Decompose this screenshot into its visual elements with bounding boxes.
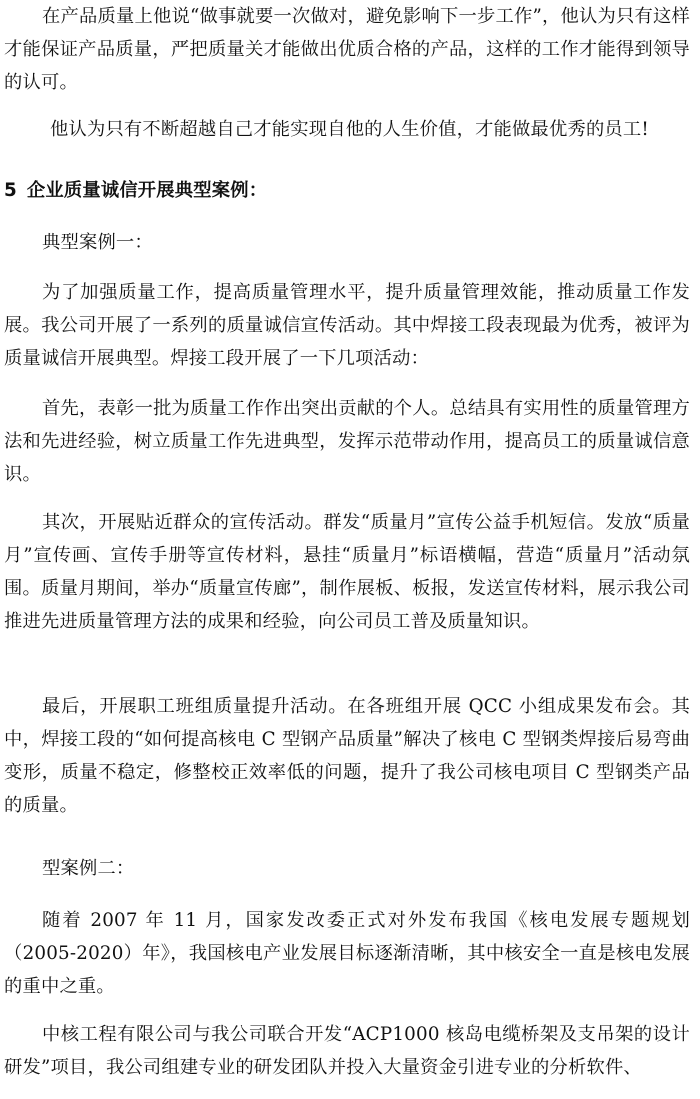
section-number: 5	[4, 180, 17, 201]
section-title: 企业质量诚信开展典型案例：	[26, 180, 268, 201]
paragraph-first-activity: 首先，表彰一批为质量工作作出突出贡献的个人。总结具有实用性的质量管理方法和先进经验，树立质量工作先进典型，发挥示范带动作用，提高员工的质量诚信意识。	[4, 398, 690, 485]
case-one-label: 典型案例一：	[42, 232, 153, 253]
section-heading	[4, 174, 690, 207]
paragraph-acp1000-project: 中核工程有限公司与我公司联合开发“ACP1000 核岛电缆桥架及支吊架的设计研发”项目，我公司组建专业的研发团队并投入大量资金引进专业的分析软件、	[4, 1024, 690, 1078]
paragraph-nuclear-plan: 随着 2007 年 11 月，国家发改委正式对外发布我国《核电发展专题规划（2005-2020）年》，我国核电产业发展目标逐渐清晰，其中核安全一直是核电发展的重中之重。	[4, 910, 690, 997]
case-two-label: 型案例二：	[42, 858, 135, 879]
paragraph-self-surpass: 他认为只有不断超越自己才能实现自他的人生价值，才能做最优秀的员工!	[50, 119, 649, 140]
paragraph-case-one-intro: 为了加强质量工作，提高质量管理水平，提升质量管理效能，推动质量工作发展。我公司开展了一系列的质量诚信宣传活动。其中焊接工段表现最为优秀，被评为质量诚信开展典型。焊接工段开展了一下几项活动：	[4, 282, 690, 369]
paragraph-third-activity: 最后，开展职工班组质量提升活动。在各班组开展 QCC 小组成果发布会。其中，焊接工段的“如何提高核电 C 型钢产品质量”解决了核电 C 型钢类焊接后易弯曲变形，质量不稳定，修整校正效率低的问题，提升了我公司核电项目 C 型钢类产品的质量。	[4, 696, 690, 816]
paragraph-quality-quote: 在产品质量上他说“做事就要一次做对，避免影响下一步工作”，他认为只有这样才能保证产品质量，严把质量关才能做出优质合格的产品，这样的工作才能得到领导的认可。	[4, 6, 690, 93]
paragraph-second-activity: 其次，开展贴近群众的宣传活动。群发“质量月”宣传公益手机短信。发放“质量月”宣传画、宣传手册等宣传材料，悬挂“质量月”标语横幅，营造“质量月”活动氛围。质量月期间，举办“质量宣传廊”，制作展板、板报，发送宣传材料，展示我公司推进先进质量管理方法的成果和经验，向公司员工普及质量知识。	[4, 512, 690, 632]
